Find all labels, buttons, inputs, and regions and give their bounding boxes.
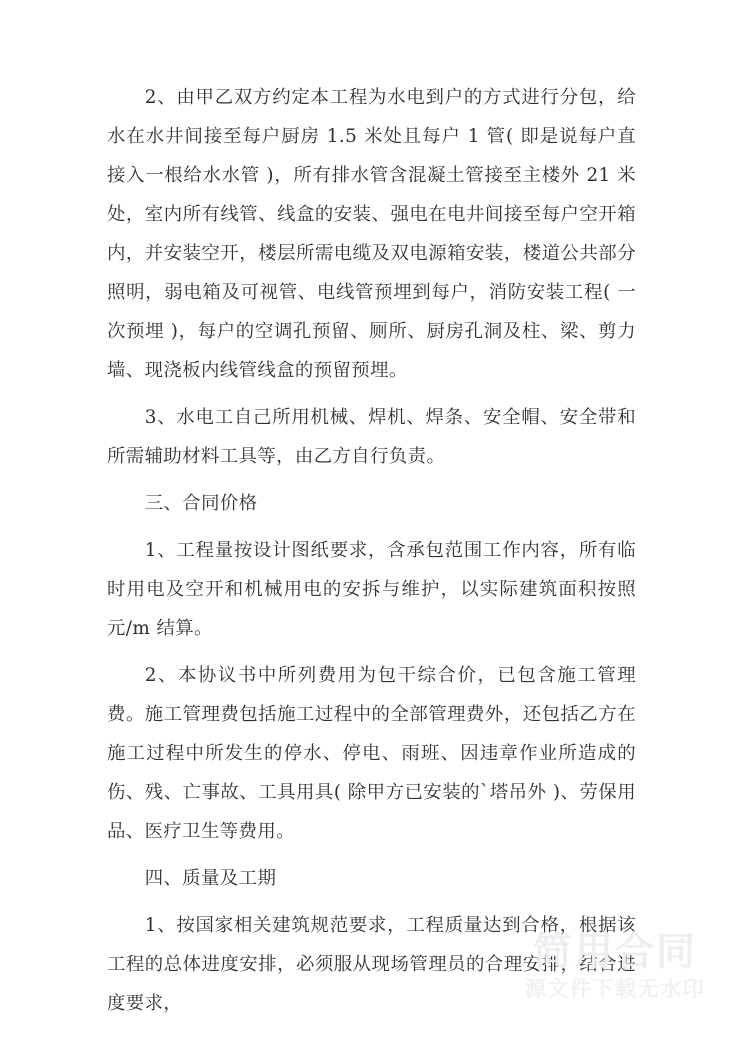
- paragraph-clause-2-scope: 2、由甲乙双方约定本工程为水电到户的方式进行分包，给水在水井间接至每户厨房 1.5 米处且每户 1 管( 即是说每户直接入一根给水水管 )，所有排水管含混凝土管接至主楼外 21 米处，室内所有线管、线盒的安装、强电在电井间接至每户空开箱内，并安装空开，楼层所需电缆及双电源箱安装，楼道公共部分照明，弱电箱及可视管、电线管预埋到每户，消防安装工程( 一次预埋 )，每户的空调孔预留、厕所、厨房孔洞及柱、梁、剪力墙、现浇板内线管线盒的预留预埋。: [107, 87, 636, 381]
- paragraph-clause-4-1-quality: 1、按国家相关建筑规范要求，工程质量达到合格，根据该工程的总体进度安排，必须服从现场管理员的合理安排，结合进度要求，: [107, 915, 636, 1014]
- paragraph-clause-3-1-quantity: 1、工程量按设计图纸要求，含承包范围工作内容，所有临时用电及空开和机械用电的安拆与维护，以实际建筑面积按照元/m 结算。: [107, 540, 636, 639]
- paragraph-clause-3-2-lumpsum: 2、本协议书中所列费用为包干综合价，已包含施工管理费。施工管理费包括施工过程中的全部管理费外，还包括乙方在施工过程中所发生的停水、停电、雨班、因违章作业所造成的伤、残、亡事故、工具用具( 除甲方已安装的`塔吊外 )、劳保用品、医疗卫生等费用。: [107, 665, 636, 842]
- section-heading-quality-and-duration: 四、质量及工期: [144, 868, 277, 889]
- watermark-brand-text: 简用合同: [532, 929, 697, 975]
- section-heading-contract-price: 三、合同价格: [144, 493, 258, 514]
- paragraph-clause-3-tools: 3、水电工自己所用机械、焊机、焊条、安全帽、安全带和所需辅助材料工具等，由乙方自行负责。: [107, 407, 636, 467]
- document-text-body: [107, 78, 636, 1031]
- watermark-subtitle-text: 源文件下载无水印: [525, 976, 705, 1001]
